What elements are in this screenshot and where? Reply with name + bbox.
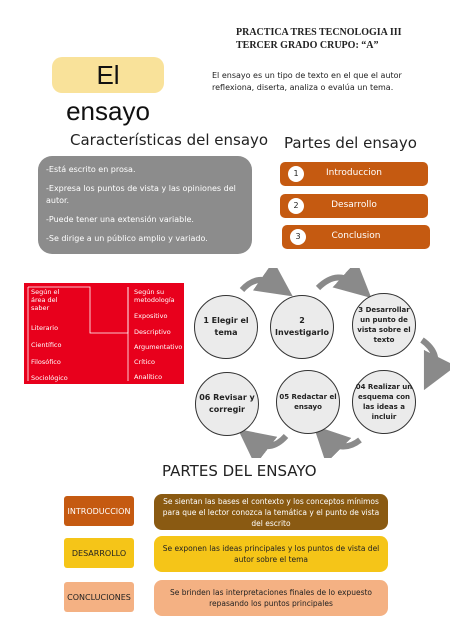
arrow-icon bbox=[252, 436, 286, 446]
tipos-right-heading: Según su metodología bbox=[134, 288, 175, 304]
caracteristica-item: -Puede tener una extensión variable. bbox=[46, 215, 194, 224]
caracteristica-item: -Está escrito en prosa. bbox=[46, 165, 136, 174]
tipo-item: Sociológico bbox=[31, 374, 68, 382]
tipo-item: Filosófico bbox=[31, 358, 61, 366]
tipo-item: Descriptivo bbox=[134, 328, 171, 336]
partes2-tag-desarrollo: DESARROLLO bbox=[64, 538, 134, 568]
paso-circle-6: 06 Revisar y corregir bbox=[195, 372, 259, 436]
intro-text: El ensayo es un tipo de texto en el que el autor reflexiona, diserta, analiza o evalúa un tema. bbox=[212, 71, 402, 92]
paso-circle-4: 04 Realizar un esquema con las ideas a incluir bbox=[352, 370, 416, 434]
partes-heading: Partes del ensayo bbox=[284, 134, 417, 152]
tipos-panel bbox=[24, 283, 184, 384]
tipo-item: Analítico bbox=[134, 373, 163, 381]
paso-circle-2: 2 Investigarlo bbox=[270, 295, 334, 359]
parte-label: Conclusion bbox=[331, 231, 381, 241]
header-line-1: PRACTICA TRES TECNOLOGIA III bbox=[236, 27, 402, 38]
caracteristica-item: -Se dirige a un público amplio y variado. bbox=[46, 234, 208, 243]
parte-label: Desarrollo bbox=[331, 200, 377, 210]
parte-number: 1 bbox=[288, 166, 304, 182]
parte-item-introduccion bbox=[280, 162, 428, 186]
arrow-icon bbox=[326, 438, 360, 447]
paso-circle-5: 05 Redactar el ensayo bbox=[276, 370, 340, 434]
page-title: El ensayo bbox=[52, 57, 164, 93]
partes2-desc-introduccion: Se sientan las bases el contexto y los conceptos mínimos para que el lector conozca la temática y el punto de vista del escrito bbox=[154, 494, 388, 530]
caracteristicas-box bbox=[38, 156, 252, 254]
caracteristica-item: -Expresa los puntos de vista y las opiniones del autor. bbox=[46, 184, 236, 205]
header-line-2: TERCER GRADO CRUPO: “A” bbox=[236, 40, 379, 51]
paso-circle-3: 3 Desarrollar un punto de vista sobre el texto bbox=[352, 293, 416, 357]
parte-number: 3 bbox=[290, 229, 306, 245]
parte-label: Introduccion bbox=[326, 168, 382, 178]
header bbox=[236, 26, 402, 52]
tipo-item: Literario bbox=[31, 324, 59, 332]
tipo-item: Expositivo bbox=[134, 312, 168, 320]
tipos-left-heading: Según el área del saber bbox=[31, 288, 60, 312]
arrow-icon bbox=[242, 280, 278, 290]
tipo-item: Crítico bbox=[134, 358, 155, 366]
tipo-item: Científico bbox=[31, 341, 62, 349]
partes2-tag-conclusiones: CONCLUCIONES bbox=[64, 582, 134, 612]
arrow-icon bbox=[318, 277, 358, 288]
parte-item-desarrollo bbox=[280, 194, 428, 218]
partes2-desc-conclusiones: Se brinden las interpretaciones finales de lo expuesto repasando los puntos principales bbox=[154, 580, 388, 616]
parte-number: 2 bbox=[288, 198, 304, 214]
partes2-tag-introduccion: INTRODUCCION bbox=[64, 496, 134, 526]
tipo-item: Argumentativo bbox=[134, 343, 183, 351]
partes2-desc-desarrollo: Se exponen las ideas principales y los puntos de vista del autor sobre el tema bbox=[154, 536, 388, 572]
partes2-heading: PARTES DEL ENSAYO bbox=[162, 462, 317, 480]
paso-circle-1: 1 Elegir el tema bbox=[194, 295, 258, 359]
parte-item-conclusion bbox=[282, 225, 430, 249]
caracteristicas-heading: Características del ensayo bbox=[70, 131, 269, 149]
arrow-icon bbox=[422, 340, 435, 374]
